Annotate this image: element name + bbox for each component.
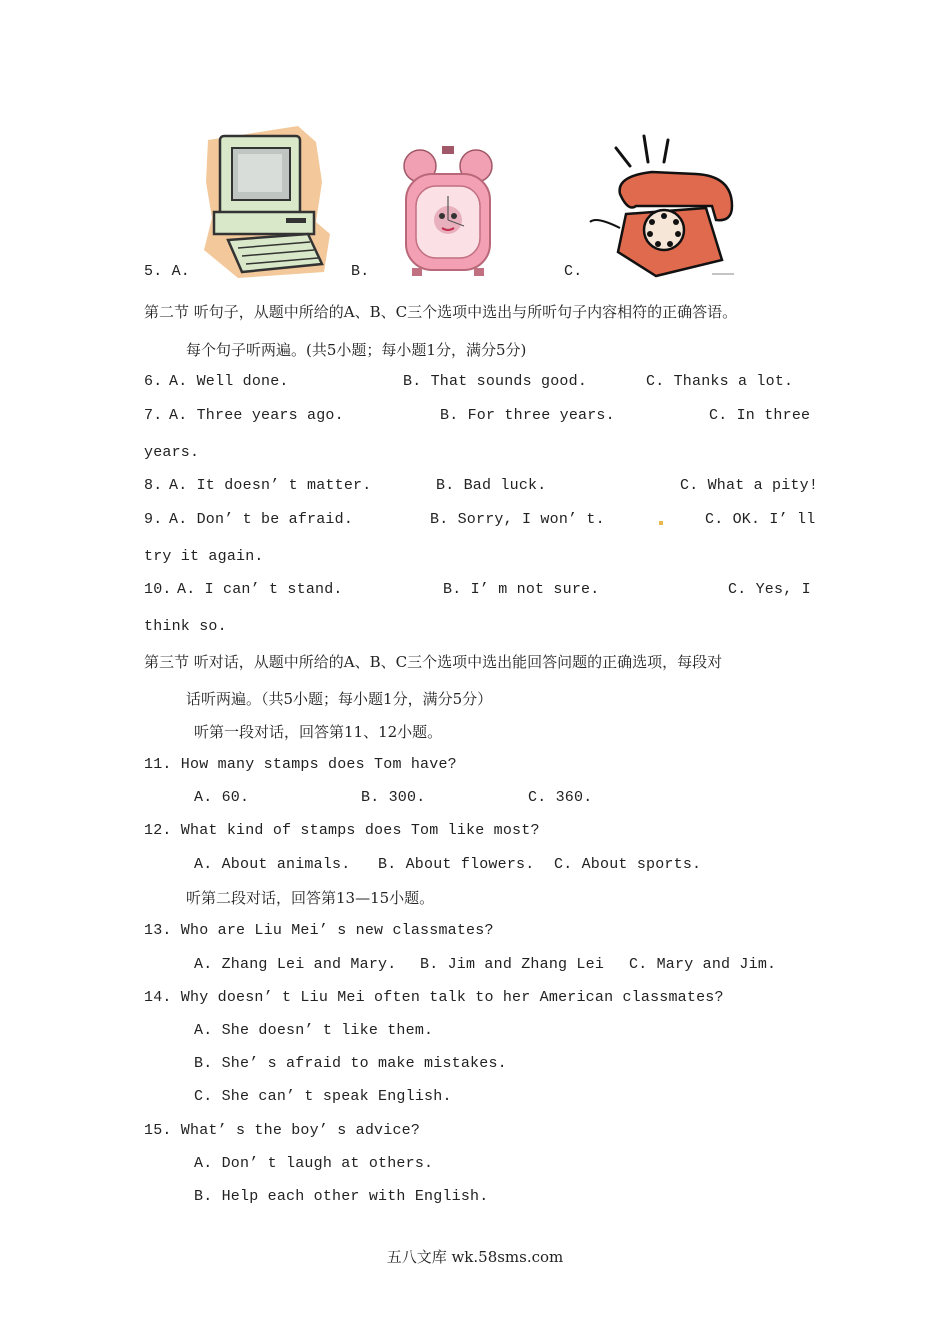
q12-option-a: A. About animals. [194, 856, 351, 873]
q9-continuation: try it again. [144, 548, 264, 565]
section2-title: 第二节 听句子，从题中所给的A、B、C三个选项中选出与所听句子内容相符的正确答语。 [144, 303, 738, 321]
q10-continuation: think so. [144, 618, 227, 635]
section2-note: 每个句子听两遍。(共5小题；每小题1分，满分5分) [186, 341, 527, 359]
dialog2-instruction: 听第二段对话，回答第13—15小题。 [186, 889, 435, 907]
q5-number: 5. A. [144, 263, 191, 280]
q14-question: 14. Why doesn’ t Liu Mei often talk to her American classmates? [144, 989, 724, 1006]
q6-option-c: C. Thanks a lot. [646, 373, 794, 390]
q5-option-c: C. [564, 263, 583, 280]
q12-option-c: C. About sports. [554, 856, 702, 873]
q9-option-a: A. Don’ t be afraid. [169, 511, 354, 528]
page-footer: 五八文库 wk.58sms.com [386, 1248, 564, 1266]
q15-option-b: B. Help each other with English. [194, 1188, 489, 1205]
dialog1-instruction: 听第一段对话，回答第11、12小题。 [194, 723, 443, 741]
q8-option-b: B. Bad luck. [436, 477, 547, 494]
q7-continuation: years. [144, 444, 200, 461]
q7-number: 7. [144, 407, 163, 424]
alarm-clock-icon [398, 140, 498, 280]
q13-option-a: A. Zhang Lei and Mary. [194, 956, 397, 973]
q9-option-b: B. Sorry, I won’ t. [430, 511, 605, 528]
q13-option-c: C. Mary and Jim. [629, 956, 777, 973]
q11-option-a: A. 60. [194, 789, 250, 806]
q10-number: 10. [144, 581, 172, 598]
computer-icon [198, 122, 338, 280]
section3-title: 第三节 听对话，从题中所给的A、B、C三个选项中选出能回答问题的正确选项，每段对 [144, 653, 723, 671]
q12-question: 12. What kind of stamps does Tom like most? [144, 822, 540, 839]
q13-question: 13. Who are Liu Mei’ s new classmates? [144, 922, 494, 939]
q13-option-b: B. Jim and Zhang Lei [420, 956, 605, 973]
q10-option-c: C. Yes, I [728, 581, 811, 598]
q11-option-b: B. 300. [361, 789, 426, 806]
q14-option-b: B. She’ s afraid to make mistakes. [194, 1055, 507, 1072]
q14-option-c: C. She can’ t speak English. [194, 1088, 452, 1105]
q8-option-c: C. What a pity! [680, 477, 819, 494]
q11-option-c: C. 360. [528, 789, 593, 806]
q8-option-a: A. It doesn’ t matter. [169, 477, 372, 494]
q5-option-b: B. [351, 263, 370, 280]
q9-number: 9. [144, 511, 163, 528]
q6-number: 6. [144, 373, 163, 390]
q15-question: 15. What’ s the boy’ s advice? [144, 1122, 421, 1139]
q6-option-a: A. Well done. [169, 373, 289, 390]
q6-option-b: B. That sounds good. [403, 373, 588, 390]
q9-option-c: C. OK. I’ ll [705, 511, 816, 528]
telephone-icon [586, 132, 738, 280]
q15-option-a: A. Don’ t laugh at others. [194, 1155, 434, 1172]
q14-option-a: A. She doesn’ t like them. [194, 1022, 434, 1039]
section3-title-continued: 话听两遍。（共5小题；每小题1分，满分5分） [186, 690, 493, 708]
q12-option-b: B. About flowers. [378, 856, 535, 873]
q7-option-a: A. Three years ago. [169, 407, 344, 424]
q7-option-b: B. For three years. [440, 407, 615, 424]
q10-option-b: B. I’ m not sure. [443, 581, 600, 598]
stray-mark [659, 521, 663, 525]
q11-question: 11. How many stamps does Tom have? [144, 756, 457, 773]
q10-option-a: A. I can’ t stand. [177, 581, 343, 598]
q7-option-c: C. In three [709, 407, 811, 424]
q8-number: 8. [144, 477, 163, 494]
